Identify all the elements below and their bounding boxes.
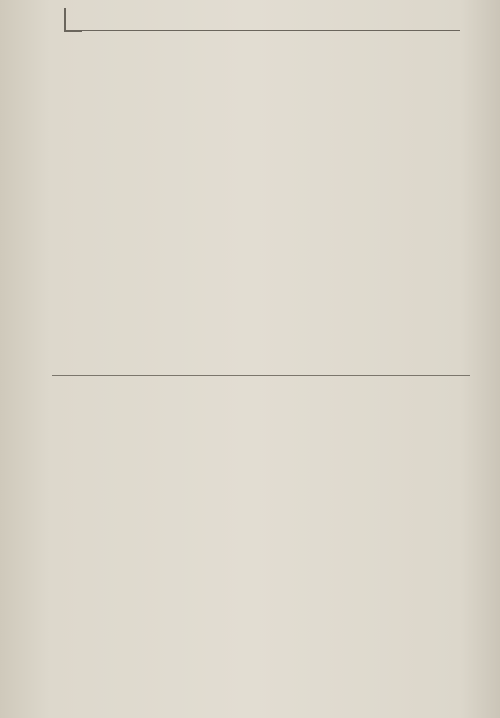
header-bracket <box>64 8 82 32</box>
section-divider <box>52 375 470 376</box>
header-rule <box>64 30 460 31</box>
